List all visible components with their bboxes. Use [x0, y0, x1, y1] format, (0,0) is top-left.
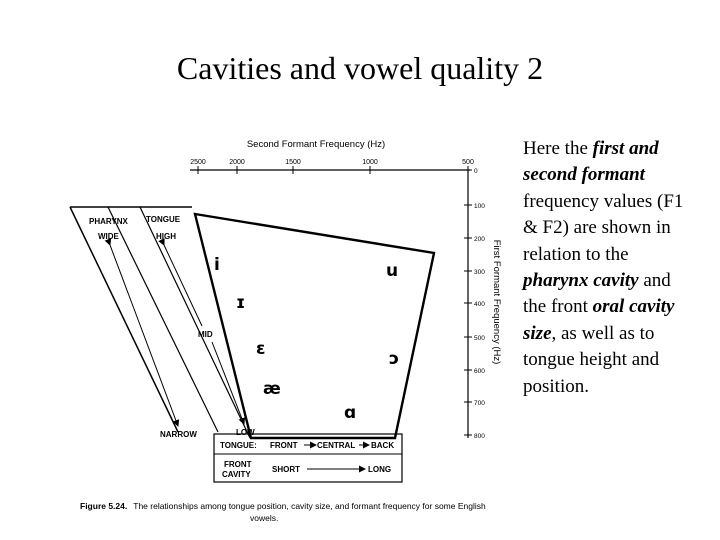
right-ticks — [464, 168, 485, 440]
formant-diagram — [60, 130, 510, 530]
low-label: LOW — [236, 428, 255, 437]
central-label: CENTRAL — [317, 441, 356, 450]
short-label: SHORT — [272, 465, 300, 474]
emphasis-formants: first and second formant — [523, 138, 659, 186]
vowel-i: i — [214, 255, 220, 275]
tongue-label: TONGUE — [146, 215, 181, 224]
top-axis-title: Second Formant Frequency (Hz) — [246, 139, 386, 150]
emphasis-oral-cavity: oral cavity size — [523, 296, 675, 344]
vowel-open-o: ɔ — [389, 349, 400, 369]
right-tick-label: 600 — [474, 368, 485, 375]
right-tick-label: 100 — [474, 203, 485, 210]
top-tick-label: 1500 — [285, 159, 301, 166]
right-tick-label: 500 — [474, 335, 485, 342]
top-tick-label: 2500 — [190, 159, 206, 166]
cavity-row-label-1: FRONT — [224, 460, 252, 469]
long-label: LONG — [368, 465, 392, 474]
vowel-small-i: ɪ — [236, 293, 246, 313]
top-tick-label: 500 — [462, 159, 474, 166]
right-tick-label: 300 — [474, 269, 485, 276]
wide-label: WIDE — [98, 232, 119, 241]
vowel-alpha: ɑ — [344, 403, 357, 423]
explanation-part: , as well as to tongue height and position. — [523, 322, 660, 397]
vowel-epsilon: ɛ — [256, 339, 266, 359]
top-tick-label: 2000 — [229, 159, 245, 166]
explanation-part: frequency values (F1 & F2) are shown in relation to the — [523, 190, 684, 265]
slide-title: Cavities and vowel quality 2 — [176, 50, 544, 86]
explanation-part: Here the — [523, 138, 593, 159]
emphasis-pharynx: pharynx cavity — [523, 270, 639, 292]
right-tick-label: 700 — [474, 400, 485, 407]
high-label: HIGH — [156, 232, 176, 241]
right-axis-title: First Formant Frequency (Hz) — [491, 239, 502, 365]
vowel-formant-figure — [60, 130, 510, 530]
caption-text: The relationships among tongue position, cavity size, and formant frequency for some English — [133, 501, 486, 511]
pharynx-label: PHARYNX — [89, 217, 128, 226]
pharynx-tongue-header — [70, 207, 255, 439]
explanation-text — [523, 136, 693, 400]
back-label: BACK — [371, 441, 395, 450]
direction-arrows — [110, 245, 244, 426]
tongue-row-label: TONGUE: — [220, 441, 257, 450]
right-tick-label: 0 — [474, 168, 478, 175]
right-tick-label: 800 — [474, 433, 485, 440]
right-tick-label: 200 — [474, 236, 485, 243]
figure-number: Figure 5.24. — [80, 501, 128, 511]
vowel-quadrilateral — [195, 214, 434, 438]
caption-text-2: vowels. — [250, 513, 279, 523]
right-tick-label: 400 — [474, 301, 485, 308]
figure-caption — [80, 500, 500, 524]
vowel-ae: æ — [263, 379, 281, 399]
vowel-u: u — [386, 261, 399, 281]
top-ticks — [190, 159, 474, 174]
narrow-label: NARROW — [160, 430, 197, 439]
top-tick-label: 1000 — [362, 159, 378, 166]
bottom-legend-box — [214, 434, 402, 482]
mid-label: MID — [198, 330, 213, 339]
cavity-row-label-2: CAVITY — [222, 470, 251, 479]
front-label: FRONT — [270, 441, 298, 450]
explanation-part: and the front — [523, 270, 671, 318]
